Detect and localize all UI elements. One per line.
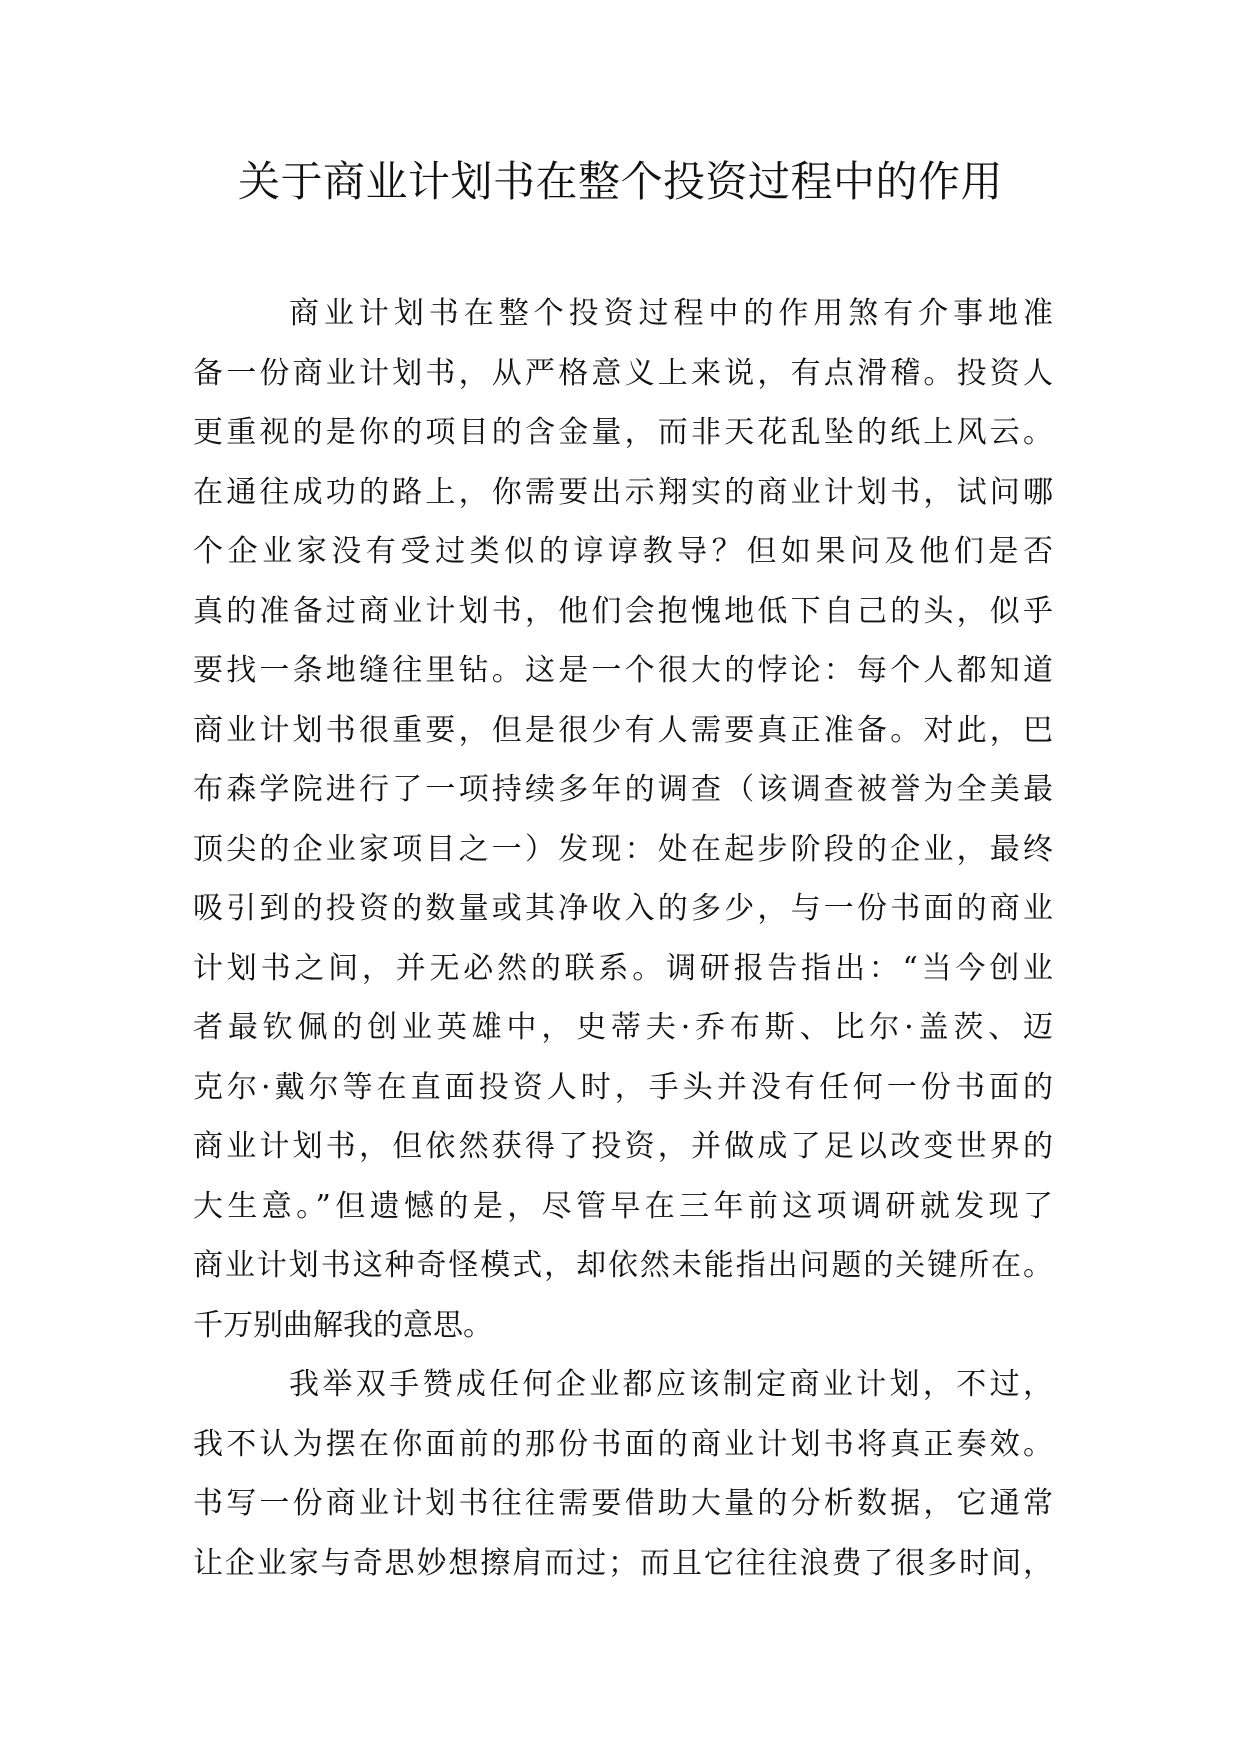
text-line: 更重视的是你的项目的含金量，而非天花乱坠的纸上风云。 [193,415,1053,450]
text-line: 让企业家与奇思妙想擦肩而过；而且它往往浪费了很多时间， [193,1545,1053,1581]
document-body [193,284,1053,1593]
text-line: 我举双手赞成任何企业都应该制定商业计划，不过， [289,1367,1053,1402]
text-line: 商业计划书，但依然获得了投资，并做成了足以改变世界的 [193,1129,1053,1164]
paragraph [193,284,1053,1355]
text-line: 在通往成功的路上，你需要出示翔实的商业计划书，试问哪 [193,474,1053,510]
text-line: 大生意。”但遗憾的是，尽管早在三年前这项调研就发现了 [193,1188,1053,1224]
text-line: 个企业家没有受过类似的谆谆教导？但如果问及他们是否 [193,534,1053,569]
text-line: 克尔·戴尔等在直面投资人时，手头并没有任何一份书面的 [193,1069,1053,1105]
text-line: 商业计划书这种奇怪模式，却依然未能指出问题的关键所在。 [193,1248,1053,1283]
text-line: 者最钦佩的创业英雄中，史蒂夫·乔布斯、比尔·盖茨、迈 [193,1010,1053,1045]
text-line: 顶尖的企业家项目之一）发现：处在起步阶段的企业，最终 [193,831,1053,867]
paragraph [193,1355,1053,1593]
text-line: 千万别曲解我的意思。 [193,1307,493,1343]
text-line: 真的准备过商业计划书，他们会抱愧地低下自己的头，似乎 [193,593,1053,629]
text-line: 备一份商业计划书，从严格意义上来说，有点滑稽。投资人 [193,355,1053,391]
text-line: 商业计划书很重要，但是很少有人需要真正准备。对此，巴 [193,712,1053,748]
text-line: 计划书之间，并无必然的联系。调研报告指出：“当今创业 [193,950,1053,986]
text-line: 我不认为摆在你面前的那份书面的商业计划书将真正奏效。 [193,1426,1053,1462]
document-title: 关于商业计划书在整个投资过程中的作用 [237,157,1003,206]
text-line: 书写一份商业计划书往往需要借助大量的分析数据，它通常 [193,1486,1053,1521]
text-line: 吸引到的投资的数量或其净收入的多少，与一份书面的商业 [193,891,1053,926]
text-line: 布森学院进行了一项持续多年的调查（该调查被誉为全美最 [193,772,1053,807]
text-line: 商业计划书在整个投资过程中的作用煞有介事地准 [289,296,1053,331]
text-line: 要找一条地缝往里钻。这是一个很大的悖论：每个人都知道 [193,653,1053,688]
